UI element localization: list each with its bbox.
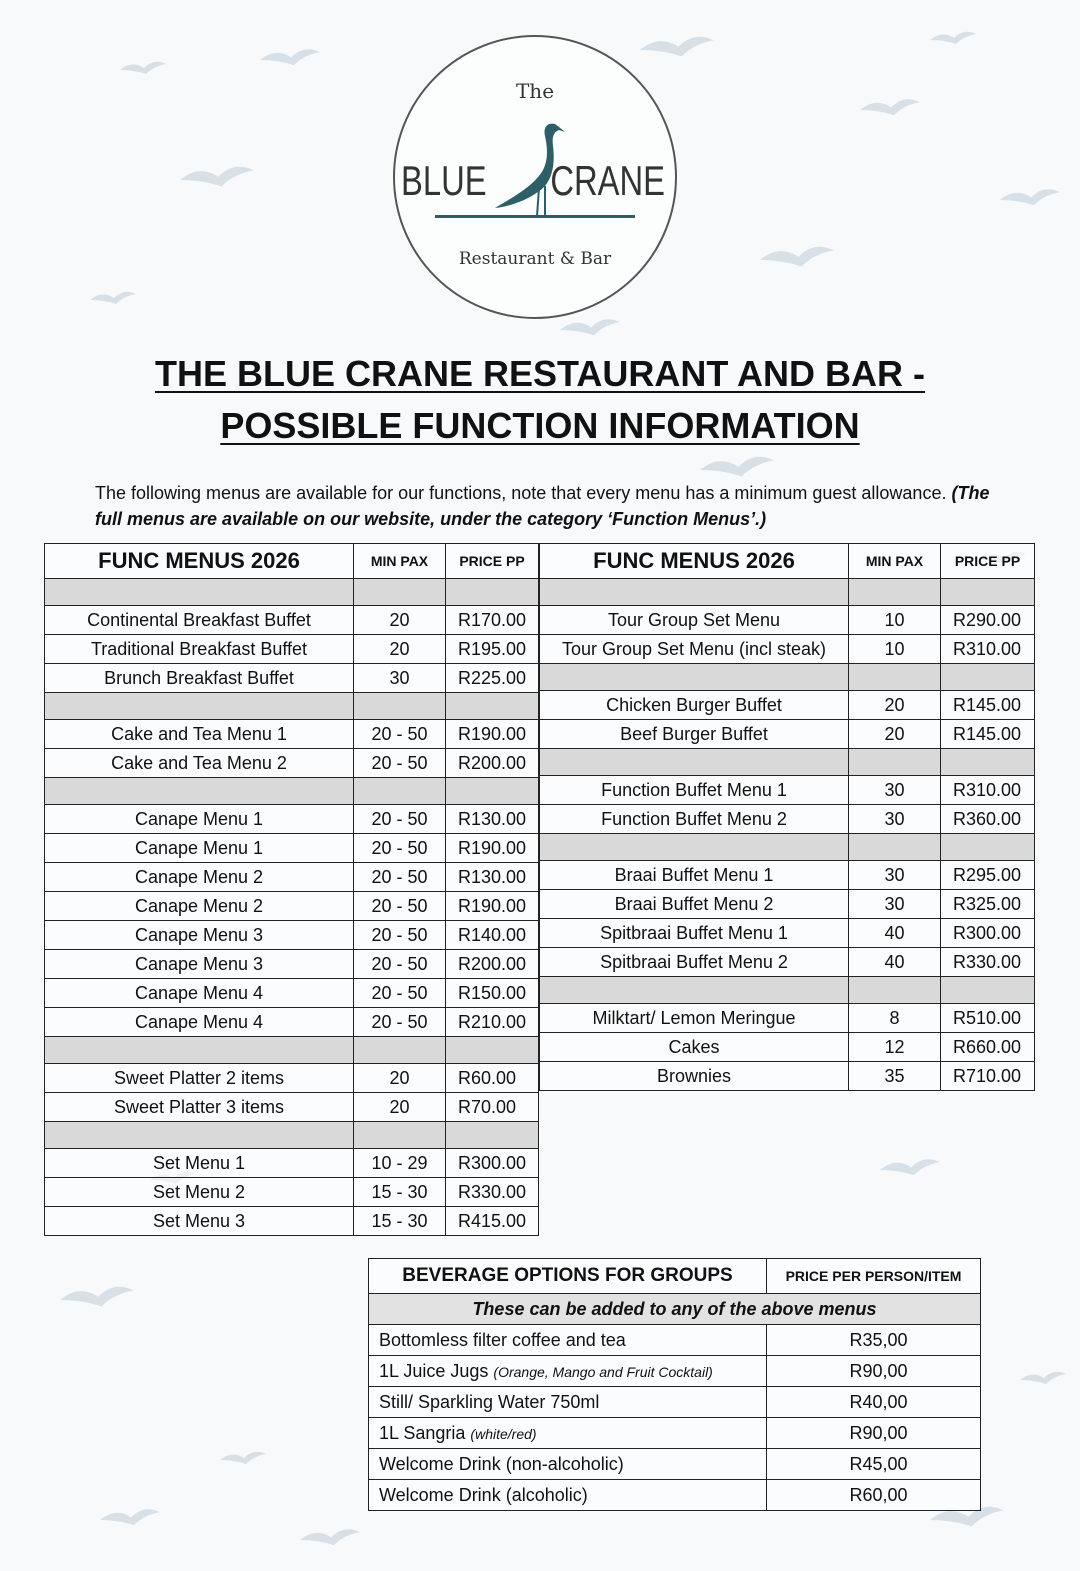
menu-name-cell xyxy=(540,749,849,776)
background-bird-shape xyxy=(1000,189,1060,205)
logo-subtitle: Restaurant & Bar xyxy=(458,249,612,269)
background-bird-shape xyxy=(260,49,320,65)
background-bird-shape xyxy=(1020,1372,1066,1384)
min-pax-cell: 20 - 50 xyxy=(354,1008,446,1037)
menu-row xyxy=(540,691,1035,720)
background-bird-shape xyxy=(860,99,920,115)
menu-name-cell xyxy=(540,977,849,1004)
price-cell: R140.00 xyxy=(446,921,539,950)
min-pax-cell: 20 - 50 xyxy=(354,921,446,950)
price-cell: R130.00 xyxy=(446,805,539,834)
menu-row xyxy=(45,1207,539,1236)
min-pax-cell: 20 - 50 xyxy=(354,749,446,778)
beverage-note: These can be added to any of the above menus xyxy=(369,1294,981,1325)
beverage-name: Still/ Sparkling Water 750ml xyxy=(379,1391,600,1412)
separator-row xyxy=(45,778,539,805)
min-pax-cell: 30 xyxy=(849,776,941,805)
price-cell: R210.00 xyxy=(446,1008,539,1037)
menu-row xyxy=(45,950,539,979)
min-pax-cell: 20 - 50 xyxy=(354,720,446,749)
menu-name-cell: Brunch Breakfast Buffet xyxy=(45,664,354,693)
separator-row xyxy=(540,749,1035,776)
logo-crane-text: CRANE xyxy=(550,157,665,204)
menu-row xyxy=(45,1093,539,1122)
price-cell: R310.00 xyxy=(941,776,1035,805)
min-pax-cell: 20 xyxy=(354,606,446,635)
min-pax-cell xyxy=(354,1122,446,1149)
price-cell: R225.00 xyxy=(446,664,539,693)
min-pax-cell: 10 xyxy=(849,606,941,635)
menu-row xyxy=(540,948,1035,977)
beverage-name-cell xyxy=(369,1387,767,1418)
min-pax-cell xyxy=(849,579,941,606)
min-pax-cell: 20 - 50 xyxy=(354,979,446,1008)
beverage-price-header: PRICE PER PERSON/ITEM xyxy=(767,1259,981,1294)
price-cell: R190.00 xyxy=(446,892,539,921)
beverage-row xyxy=(369,1449,981,1480)
menu-row xyxy=(540,890,1035,919)
menu-row xyxy=(45,892,539,921)
min-pax-cell: 20 xyxy=(849,720,941,749)
menu-row xyxy=(45,921,539,950)
menu-row xyxy=(45,979,539,1008)
beverage-price-cell: R35,00 xyxy=(767,1325,981,1356)
beverage-name: Bottomless filter coffee and tea xyxy=(379,1329,626,1350)
background-bird-shape xyxy=(560,319,620,335)
menu-name-cell: Braai Buffet Menu 2 xyxy=(540,890,849,919)
menu-row xyxy=(540,606,1035,635)
min-pax-cell: 12 xyxy=(849,1033,941,1062)
min-pax-cell xyxy=(849,749,941,776)
menu-row xyxy=(45,606,539,635)
price-cell: R150.00 xyxy=(446,979,539,1008)
price-cell: R310.00 xyxy=(941,635,1035,664)
menu-name-cell: Canape Menu 3 xyxy=(45,921,354,950)
min-pax-cell: 20 xyxy=(354,1093,446,1122)
separator-row xyxy=(45,1122,539,1149)
beverage-name-cell xyxy=(369,1418,767,1449)
right-function-menu-table xyxy=(539,543,1035,1091)
menu-name-cell xyxy=(540,834,849,861)
beverage-detail: (Orange, Mango and Fruit Cocktail) xyxy=(493,1363,713,1380)
beverage-row xyxy=(369,1356,981,1387)
min-pax-column-header: MIN PAX xyxy=(849,544,941,579)
price-cell: R290.00 xyxy=(941,606,1035,635)
price-cell xyxy=(446,1037,539,1064)
menu-row xyxy=(45,1149,539,1178)
menu-row xyxy=(45,1064,539,1093)
menu-name-cell: Canape Menu 4 xyxy=(45,1008,354,1037)
menu-row xyxy=(540,1062,1035,1091)
menu-name-cell: Spitbraai Buffet Menu 2 xyxy=(540,948,849,977)
min-pax-cell xyxy=(849,664,941,691)
separator-row xyxy=(540,977,1035,1004)
min-pax-cell: 20 - 50 xyxy=(354,892,446,921)
separator-row xyxy=(45,579,539,606)
price-cell: R190.00 xyxy=(446,720,539,749)
background-bird-shape xyxy=(100,1509,160,1525)
price-cell: R145.00 xyxy=(941,720,1035,749)
min-pax-cell: 20 xyxy=(354,635,446,664)
menu-row xyxy=(540,776,1035,805)
menu-name-cell xyxy=(45,778,354,805)
min-pax-cell: 8 xyxy=(849,1004,941,1033)
menu-name-cell: Set Menu 1 xyxy=(45,1149,354,1178)
price-cell xyxy=(446,778,539,805)
min-pax-cell: 40 xyxy=(849,919,941,948)
menu-name-cell xyxy=(540,664,849,691)
menu-name-cell xyxy=(45,579,354,606)
menu-name-cell: Chicken Burger Buffet xyxy=(540,691,849,720)
beverage-row xyxy=(369,1418,981,1449)
beverage-name-cell xyxy=(369,1356,767,1387)
menu-name-cell: Beef Burger Buffet xyxy=(540,720,849,749)
min-pax-cell xyxy=(849,834,941,861)
title-line-2: POSSIBLE FUNCTION INFORMATION xyxy=(220,405,860,446)
price-cell xyxy=(941,579,1035,606)
price-cell: R330.00 xyxy=(446,1178,539,1207)
background-bird-shape xyxy=(760,247,834,267)
menu-name-cell: Tour Group Set Menu (incl steak) xyxy=(540,635,849,664)
price-cell: R60.00 xyxy=(446,1064,539,1093)
menu-row xyxy=(540,1033,1035,1062)
min-pax-cell: 30 xyxy=(849,861,941,890)
min-pax-column-header: MIN PAX xyxy=(354,544,446,579)
price-cell xyxy=(446,693,539,720)
menu-column-header: FUNC MENUS 2026 xyxy=(45,544,354,579)
beverage-price-cell: R45,00 xyxy=(767,1449,981,1480)
menu-name-cell: Canape Menu 3 xyxy=(45,950,354,979)
price-cell: R510.00 xyxy=(941,1004,1035,1033)
beverage-name-cell xyxy=(369,1480,767,1511)
menu-row xyxy=(540,635,1035,664)
separator-row xyxy=(45,1037,539,1064)
background-bird-shape xyxy=(300,1529,360,1545)
price-cell: R295.00 xyxy=(941,861,1035,890)
menu-row xyxy=(45,1008,539,1037)
menu-column-header: FUNC MENUS 2026 xyxy=(540,544,849,579)
price-cell: R130.00 xyxy=(446,863,539,892)
price-cell: R200.00 xyxy=(446,749,539,778)
price-cell: R415.00 xyxy=(446,1207,539,1236)
left-function-menu-table xyxy=(44,543,539,1236)
background-bird-shape xyxy=(700,457,774,477)
beverage-row xyxy=(369,1387,981,1418)
price-cell xyxy=(941,834,1035,861)
menu-row xyxy=(540,805,1035,834)
min-pax-cell: 10 xyxy=(849,635,941,664)
menu-row xyxy=(45,834,539,863)
menu-row xyxy=(45,805,539,834)
price-column-header: PRICE PP xyxy=(446,544,539,579)
beverage-name: 1L Sangria xyxy=(379,1422,466,1443)
beverage-header: BEVERAGE OPTIONS FOR GROUPS xyxy=(369,1259,767,1294)
beverage-detail: (white/red) xyxy=(470,1425,537,1442)
menu-row xyxy=(45,1178,539,1207)
menu-name-cell: Spitbraai Buffet Menu 1 xyxy=(540,919,849,948)
logo-the-text: The xyxy=(515,79,555,103)
beverage-name-cell xyxy=(369,1449,767,1480)
menu-row xyxy=(45,664,539,693)
min-pax-cell xyxy=(354,579,446,606)
min-pax-cell: 40 xyxy=(849,948,941,977)
beverage-name: 1L Juice Jugs xyxy=(379,1360,489,1381)
min-pax-cell: 35 xyxy=(849,1062,941,1091)
price-cell: R170.00 xyxy=(446,606,539,635)
background-bird-shape xyxy=(640,37,714,57)
min-pax-cell: 30 xyxy=(849,805,941,834)
price-cell: R325.00 xyxy=(941,890,1035,919)
intro-text: The following menus are available for our functions, note that every menu has a minimum guest allowance. xyxy=(95,483,947,503)
min-pax-cell: 30 xyxy=(354,664,446,693)
min-pax-cell: 20 - 50 xyxy=(354,834,446,863)
menu-name-cell: Cakes xyxy=(540,1033,849,1062)
beverage-name-cell xyxy=(369,1325,767,1356)
menu-name-cell: Canape Menu 1 xyxy=(45,805,354,834)
menu-name-cell: Canape Menu 4 xyxy=(45,979,354,1008)
menu-name-cell: Braai Buffet Menu 1 xyxy=(540,861,849,890)
price-column-header: PRICE PP xyxy=(941,544,1035,579)
menu-name-cell: Continental Breakfast Buffet xyxy=(45,606,354,635)
separator-row xyxy=(540,664,1035,691)
price-cell xyxy=(941,977,1035,1004)
price-cell: R330.00 xyxy=(941,948,1035,977)
beverage-price-cell: R90,00 xyxy=(767,1356,981,1387)
price-cell: R70.00 xyxy=(446,1093,539,1122)
beverage-name: Welcome Drink (non-alcoholic) xyxy=(379,1453,624,1474)
price-cell: R710.00 xyxy=(941,1062,1035,1091)
menu-name-cell: Traditional Breakfast Buffet xyxy=(45,635,354,664)
menu-name-cell: Function Buffet Menu 1 xyxy=(540,776,849,805)
menu-name-cell: Canape Menu 2 xyxy=(45,892,354,921)
price-cell: R190.00 xyxy=(446,834,539,863)
menu-name-cell xyxy=(540,579,849,606)
background-bird-shape xyxy=(880,1159,940,1175)
menu-name-cell: Cake and Tea Menu 1 xyxy=(45,720,354,749)
intro-paragraph xyxy=(95,480,995,532)
beverage-name: Welcome Drink (alcoholic) xyxy=(379,1484,588,1505)
menu-name-cell xyxy=(45,693,354,720)
background-bird-shape xyxy=(930,32,976,44)
page-title xyxy=(0,348,1080,452)
min-pax-cell: 20 xyxy=(354,1064,446,1093)
price-cell: R145.00 xyxy=(941,691,1035,720)
price-cell: R360.00 xyxy=(941,805,1035,834)
min-pax-cell: 20 - 50 xyxy=(354,950,446,979)
min-pax-cell xyxy=(849,977,941,1004)
separator-row xyxy=(45,693,539,720)
menu-row xyxy=(45,863,539,892)
menu-row xyxy=(540,919,1035,948)
logo-divider-line xyxy=(435,215,635,218)
menu-row xyxy=(540,1004,1035,1033)
menu-name-cell: Cake and Tea Menu 2 xyxy=(45,749,354,778)
menu-name-cell: Sweet Platter 2 items xyxy=(45,1064,354,1093)
min-pax-cell: 20 xyxy=(849,691,941,720)
background-bird-shape xyxy=(90,292,136,304)
min-pax-cell xyxy=(354,1037,446,1064)
beverage-row xyxy=(369,1480,981,1511)
menu-name-cell xyxy=(45,1037,354,1064)
menu-name-cell: Function Buffet Menu 2 xyxy=(540,805,849,834)
price-cell xyxy=(446,1122,539,1149)
background-bird-shape xyxy=(120,62,166,74)
separator-row xyxy=(540,834,1035,861)
price-cell: R195.00 xyxy=(446,635,539,664)
menu-name-cell: Canape Menu 2 xyxy=(45,863,354,892)
beverage-options-table xyxy=(368,1258,981,1511)
beverage-price-cell: R90,00 xyxy=(767,1418,981,1449)
background-bird-shape xyxy=(180,167,254,187)
beverage-price-cell: R40,00 xyxy=(767,1387,981,1418)
menu-row xyxy=(540,720,1035,749)
logo-blue-text: BLUE xyxy=(401,157,487,204)
menu-name-cell: Brownies xyxy=(540,1062,849,1091)
menu-name-cell: Sweet Platter 3 items xyxy=(45,1093,354,1122)
intro-emphasis: (The full menus are available on our website, under the category ‘Function Menus’.) xyxy=(95,483,990,529)
min-pax-cell: 10 - 29 xyxy=(354,1149,446,1178)
menu-name-cell: Canape Menu 1 xyxy=(45,834,354,863)
menu-name-cell: Milktart/ Lemon Meringue xyxy=(540,1004,849,1033)
background-bird-shape xyxy=(60,1287,134,1307)
min-pax-cell: 15 - 30 xyxy=(354,1178,446,1207)
blue-crane-logo xyxy=(393,35,677,319)
price-cell: R300.00 xyxy=(446,1149,539,1178)
title-line-1: THE BLUE CRANE RESTAURANT AND BAR - xyxy=(155,353,925,394)
menu-row xyxy=(540,861,1035,890)
menu-name-cell: Set Menu 3 xyxy=(45,1207,354,1236)
price-cell: R300.00 xyxy=(941,919,1035,948)
separator-row xyxy=(540,579,1035,606)
menu-name-cell: Tour Group Set Menu xyxy=(540,606,849,635)
beverage-row xyxy=(369,1325,981,1356)
background-bird-shape xyxy=(220,1452,266,1464)
beverage-price-cell: R60,00 xyxy=(767,1480,981,1511)
price-cell: R660.00 xyxy=(941,1033,1035,1062)
price-cell: R200.00 xyxy=(446,950,539,979)
menu-row xyxy=(45,635,539,664)
min-pax-cell: 20 - 50 xyxy=(354,863,446,892)
menu-name-cell xyxy=(45,1122,354,1149)
min-pax-cell xyxy=(354,693,446,720)
price-cell xyxy=(941,664,1035,691)
menu-name-cell: Set Menu 2 xyxy=(45,1178,354,1207)
min-pax-cell xyxy=(354,778,446,805)
min-pax-cell: 20 - 50 xyxy=(354,805,446,834)
price-cell xyxy=(941,749,1035,776)
min-pax-cell: 15 - 30 xyxy=(354,1207,446,1236)
menu-row xyxy=(45,749,539,778)
min-pax-cell: 30 xyxy=(849,890,941,919)
price-cell xyxy=(446,579,539,606)
menu-row xyxy=(45,720,539,749)
